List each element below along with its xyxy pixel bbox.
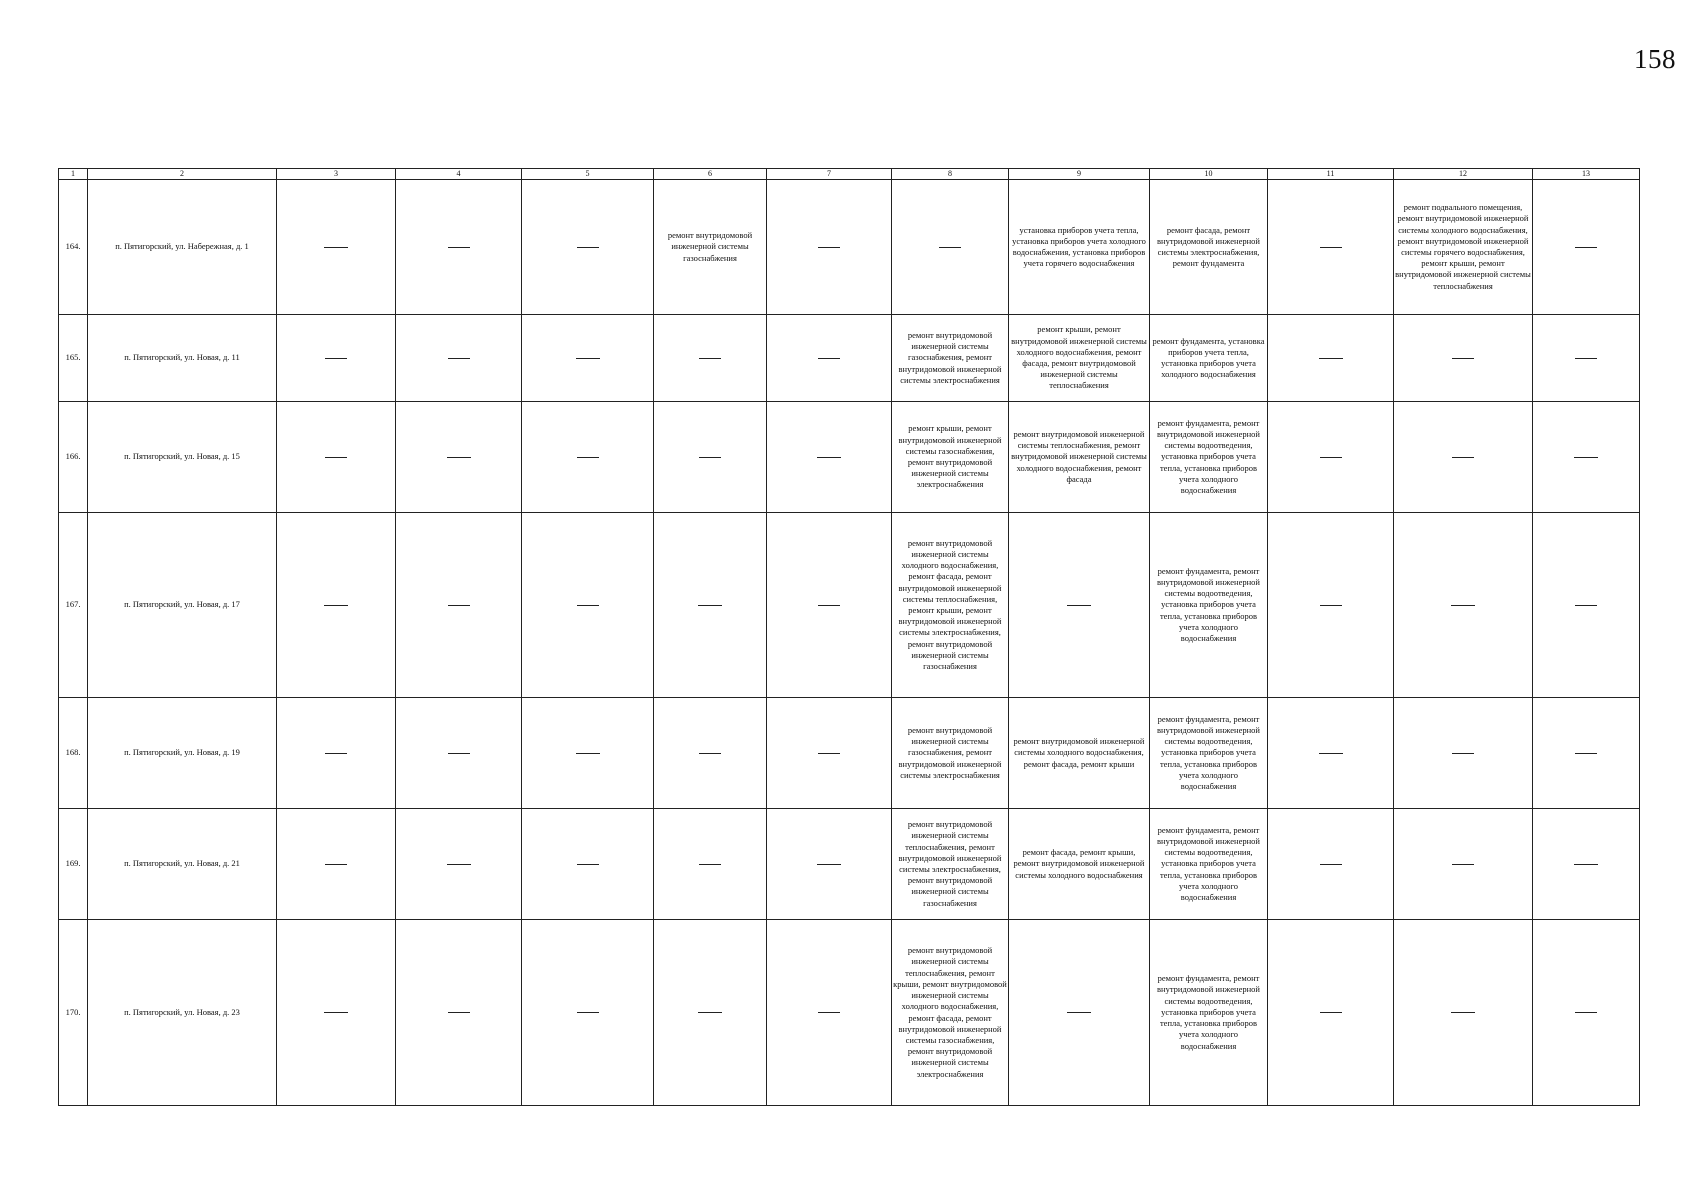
work-description-cell: [1394, 180, 1533, 315]
work-description-cell: [892, 513, 1009, 698]
dash-mark: [577, 605, 599, 606]
column-header: 11: [1268, 169, 1394, 180]
work-description-cell: [1150, 402, 1268, 513]
empty-dash-cell: [767, 809, 892, 920]
dash-mark: [698, 605, 722, 606]
work-description: ремонт фундамента, ремонт внутридомовой инженерной системы водоотведения, установка приборов учета тепла, установка приборов учета холодного водоснабжения: [1157, 565, 1260, 644]
work-description: ремонт фундамента, ремонт внутридомовой инженерной системы водоотведения, установка приборов учета тепла, установка приборов учета холодного водоснабжения: [1157, 973, 1260, 1051]
dash-mark: [1320, 247, 1342, 248]
empty-dash-cell: [277, 315, 396, 402]
empty-dash-cell: [522, 180, 654, 315]
dash-mark: [1319, 753, 1343, 754]
empty-dash-cell: [522, 698, 654, 809]
empty-dash-cell: [654, 402, 767, 513]
empty-dash-cell: [396, 513, 522, 698]
empty-dash-cell: [1268, 402, 1394, 513]
dash-mark: [1452, 864, 1474, 865]
dash-mark: [576, 753, 600, 754]
dash-mark: [324, 605, 348, 606]
row-number: 168.: [59, 698, 88, 809]
empty-dash-cell: [1533, 513, 1640, 698]
dash-mark: [1067, 605, 1091, 606]
empty-dash-cell: [1009, 920, 1150, 1106]
empty-dash-cell: [1268, 315, 1394, 402]
work-description: ремонт внутридомовой инженерной системы газоснабжения: [667, 230, 753, 263]
work-description: ремонт внутридомовой инженерной системы теплоснабжения, ремонт внутридомовой инженерной системы холодного водоснабжения, ремонт фасада: [1011, 428, 1147, 484]
empty-dash-cell: [1394, 809, 1533, 920]
table-row: [59, 809, 1640, 920]
table-body: [59, 180, 1640, 1106]
dash-mark: [1451, 1012, 1475, 1013]
work-description-cell: [892, 698, 1009, 809]
dash-mark: [324, 247, 348, 248]
work-description-cell: [892, 402, 1009, 513]
empty-dash-cell: [1394, 920, 1533, 1106]
work-description-cell: [1150, 513, 1268, 698]
empty-dash-cell: [396, 698, 522, 809]
empty-dash-cell: [396, 809, 522, 920]
dash-mark: [447, 457, 471, 458]
empty-dash-cell: [767, 402, 892, 513]
dash-mark: [447, 864, 471, 865]
work-description: ремонт фундамента, установка приборов учета тепла, установка приборов учета холодного водоснабжения: [1152, 335, 1265, 380]
work-description-cell: [654, 180, 767, 315]
row-number: 164.: [59, 180, 88, 315]
work-description: ремонт фундамента, ремонт внутридомовой инженерной системы водоотведения, установка приборов учета тепла, установка приборов учета холодного водоснабжения: [1157, 713, 1260, 792]
row-number: 166.: [59, 402, 88, 513]
work-description-cell: [1009, 698, 1150, 809]
column-header: 2: [88, 169, 277, 180]
column-header: 4: [396, 169, 522, 180]
work-description: ремонт внутридомовой инженерной системы газоснабжения, ремонт внутридомовой инженерной системы электроснабжения: [898, 329, 1002, 385]
dash-mark: [1574, 457, 1598, 458]
dash-mark: [818, 605, 840, 606]
column-header: 13: [1533, 169, 1640, 180]
empty-dash-cell: [1268, 920, 1394, 1106]
dash-mark: [325, 753, 347, 754]
work-description: ремонт внутридомовой инженерной системы холодного водоснабжения, ремонт фасада, ремонт крыши: [1013, 736, 1145, 769]
table-row: [59, 920, 1640, 1106]
work-description-cell: [892, 920, 1009, 1106]
empty-dash-cell: [522, 315, 654, 402]
work-description: установка приборов учета тепла, установка приборов учета холодного водоснабжения, установка приборов учета горячего водоснабжения: [1012, 224, 1146, 269]
row-number: 169.: [59, 809, 88, 920]
work-description-cell: [1009, 315, 1150, 402]
column-header: 8: [892, 169, 1009, 180]
empty-dash-cell: [1394, 315, 1533, 402]
work-description-cell: [1150, 180, 1268, 315]
address-cell: п. Пятигорский, ул. Новая, д. 19: [88, 698, 277, 809]
dash-mark: [1575, 753, 1597, 754]
address-cell: п. Пятигорский, ул. Набережная, д. 1: [88, 180, 277, 315]
empty-dash-cell: [277, 402, 396, 513]
column-header: 7: [767, 169, 892, 180]
column-header: 12: [1394, 169, 1533, 180]
table-row: [59, 180, 1640, 315]
dash-mark: [576, 358, 600, 359]
row-number: 167.: [59, 513, 88, 698]
address-cell: п. Пятигорский, ул. Новая, д. 21: [88, 809, 277, 920]
work-description: ремонт фасада, ремонт крыши, ремонт внутридомовой инженерной системы холодного водоснабжения: [1013, 847, 1145, 880]
empty-dash-cell: [522, 920, 654, 1106]
empty-dash-cell: [1394, 698, 1533, 809]
dash-mark: [1452, 753, 1474, 754]
dash-mark: [325, 358, 347, 359]
dash-mark: [577, 1012, 599, 1013]
work-description: ремонт внутридомовой инженерной системы газоснабжения, ремонт внутридомовой инженерной системы электроснабжения: [898, 724, 1002, 780]
table-row: [59, 698, 1640, 809]
dash-mark: [817, 864, 841, 865]
empty-dash-cell: [1533, 698, 1640, 809]
column-header: 1: [59, 169, 88, 180]
work-description-cell: [892, 809, 1009, 920]
column-header: 3: [277, 169, 396, 180]
empty-dash-cell: [396, 920, 522, 1106]
empty-dash-cell: [767, 698, 892, 809]
dash-mark: [699, 457, 721, 458]
dash-mark: [699, 753, 721, 754]
dash-mark: [324, 1012, 348, 1013]
address-cell: п. Пятигорский, ул. Новая, д. 23: [88, 920, 277, 1106]
empty-dash-cell: [654, 698, 767, 809]
dash-mark: [448, 247, 470, 248]
empty-dash-cell: [1533, 180, 1640, 315]
empty-dash-cell: [1268, 698, 1394, 809]
empty-dash-cell: [522, 809, 654, 920]
empty-dash-cell: [767, 315, 892, 402]
empty-dash-cell: [1533, 402, 1640, 513]
dash-mark: [1452, 358, 1474, 359]
dash-mark: [818, 358, 840, 359]
work-description: ремонт фундамента, ремонт внутридомовой инженерной системы водоотведения, установка приборов учета тепла, установка приборов учета холодного водоснабжения: [1157, 824, 1260, 903]
work-description-cell: [892, 315, 1009, 402]
empty-dash-cell: [1533, 809, 1640, 920]
empty-dash-cell: [767, 920, 892, 1106]
work-description: ремонт внутридомовой инженерной системы холодного водоснабжения, ремонт фасада, ремонт внутридомовой инженерной системы теплоснабжения, ремонт крыши, ремонт внутридомовой инженерной системы электроснабжения, ремонт внутридомовой инженерной системы газоснабжения: [898, 537, 1002, 672]
dash-mark: [577, 457, 599, 458]
empty-dash-cell: [1533, 315, 1640, 402]
empty-dash-cell: [277, 809, 396, 920]
work-description: ремонт фасада, ремонт внутридомовой инженерной системы электроснабжения, ремонт фундамента: [1157, 224, 1260, 269]
row-number: 170.: [59, 920, 88, 1106]
address-cell: п. Пятигорский, ул. Новая, д. 15: [88, 402, 277, 513]
empty-dash-cell: [277, 180, 396, 315]
dash-mark: [1452, 457, 1474, 458]
empty-dash-cell: [277, 698, 396, 809]
dash-mark: [1319, 358, 1343, 359]
dash-mark: [448, 753, 470, 754]
work-description-cell: [1150, 809, 1268, 920]
dash-mark: [577, 247, 599, 248]
address-cell: п. Пятигорский, ул. Новая, д. 11: [88, 315, 277, 402]
dash-mark: [817, 457, 841, 458]
empty-dash-cell: [1268, 809, 1394, 920]
dash-mark: [325, 864, 347, 865]
dash-mark: [1575, 358, 1597, 359]
address-cell: п. Пятигорский, ул. Новая, д. 17: [88, 513, 277, 698]
column-number-row: [59, 169, 1640, 180]
work-description: ремонт внутридомовой инженерной системы теплоснабжения, ремонт крыши, ремонт внутридомовой инженерной системы холодного водоснабжения, ремонт фасада, ремонт внутридомовой инженерной системы газоснабжения, ремонт внутридомовой инженерной системы электроснабжения: [893, 945, 1007, 1079]
empty-dash-cell: [396, 315, 522, 402]
empty-dash-cell: [522, 513, 654, 698]
dash-mark: [448, 1012, 470, 1013]
dash-mark: [1320, 864, 1342, 865]
empty-dash-cell: [767, 513, 892, 698]
empty-dash-cell: [277, 513, 396, 698]
dash-mark: [325, 457, 347, 458]
table-row: [59, 315, 1640, 402]
dash-mark: [448, 358, 470, 359]
empty-dash-cell: [654, 513, 767, 698]
dash-mark: [1451, 605, 1475, 606]
empty-dash-cell: [654, 315, 767, 402]
dash-mark: [939, 247, 961, 248]
dash-mark: [818, 247, 840, 248]
dash-mark: [699, 358, 721, 359]
repair-schedule-table: [58, 168, 1640, 1106]
dash-mark: [1320, 605, 1342, 606]
work-description-cell: [1150, 315, 1268, 402]
work-description: ремонт крыши, ремонт внутридомовой инженерной системы газоснабжения, ремонт внутридомовой инженерной системы электроснабжения: [898, 423, 1002, 490]
table-row: [59, 513, 1640, 698]
empty-dash-cell: [654, 809, 767, 920]
dash-mark: [1575, 1012, 1597, 1013]
work-description-cell: [1009, 809, 1150, 920]
work-description-cell: [1009, 402, 1150, 513]
work-description: ремонт фундамента, ремонт внутридомовой инженерной системы водоотведения, установка приборов учета тепла, установка приборов учета холодного водоснабжения: [1157, 417, 1260, 496]
dash-mark: [1320, 1012, 1342, 1013]
empty-dash-cell: [767, 180, 892, 315]
work-description-cell: [1009, 180, 1150, 315]
table-row: [59, 402, 1640, 513]
dash-mark: [698, 1012, 722, 1013]
dash-mark: [1575, 247, 1597, 248]
work-description: ремонт подвального помещения, ремонт внутридомовой инженерной системы холодного водоснабжения, ремонт внутридомовой инженерной системы горячего водоснабжения, ремонт крыши, ремонт внутридомовой инженерной системы теплоснабжения: [1395, 202, 1531, 291]
empty-dash-cell: [1268, 513, 1394, 698]
dash-mark: [1575, 605, 1597, 606]
empty-dash-cell: [1009, 513, 1150, 698]
page-number: 158: [1634, 44, 1676, 74]
dash-mark: [1574, 864, 1598, 865]
empty-dash-cell: [1394, 513, 1533, 698]
dash-mark: [1320, 457, 1342, 458]
work-description-cell: [1150, 920, 1268, 1106]
column-header: 5: [522, 169, 654, 180]
dash-mark: [818, 1012, 840, 1013]
dash-mark: [1067, 1012, 1091, 1013]
empty-dash-cell: [654, 920, 767, 1106]
empty-dash-cell: [277, 920, 396, 1106]
column-header: 10: [1150, 169, 1268, 180]
column-header: 6: [654, 169, 767, 180]
empty-dash-cell: [1533, 920, 1640, 1106]
dash-mark: [448, 605, 470, 606]
empty-dash-cell: [1268, 180, 1394, 315]
empty-dash-cell: [1394, 402, 1533, 513]
empty-dash-cell: [396, 402, 522, 513]
dash-mark: [818, 753, 840, 754]
work-description: ремонт крыши, ремонт внутридомовой инженерной системы холодного водоснабжения, ремонт фасада, ремонт внутридомовой инженерной системы теплоснабжения: [1011, 324, 1147, 391]
dash-mark: [699, 864, 721, 865]
work-description: ремонт внутридомовой инженерной системы теплоснабжения, ремонт внутридомовой инженерной системы электроснабжения, ремонт внутридомовой инженерной системы газоснабжения: [898, 819, 1002, 908]
work-description-cell: [1150, 698, 1268, 809]
empty-dash-cell: [396, 180, 522, 315]
empty-dash-cell: [892, 180, 1009, 315]
column-header: 9: [1009, 169, 1150, 180]
row-number: 165.: [59, 315, 88, 402]
dash-mark: [577, 864, 599, 865]
empty-dash-cell: [522, 402, 654, 513]
